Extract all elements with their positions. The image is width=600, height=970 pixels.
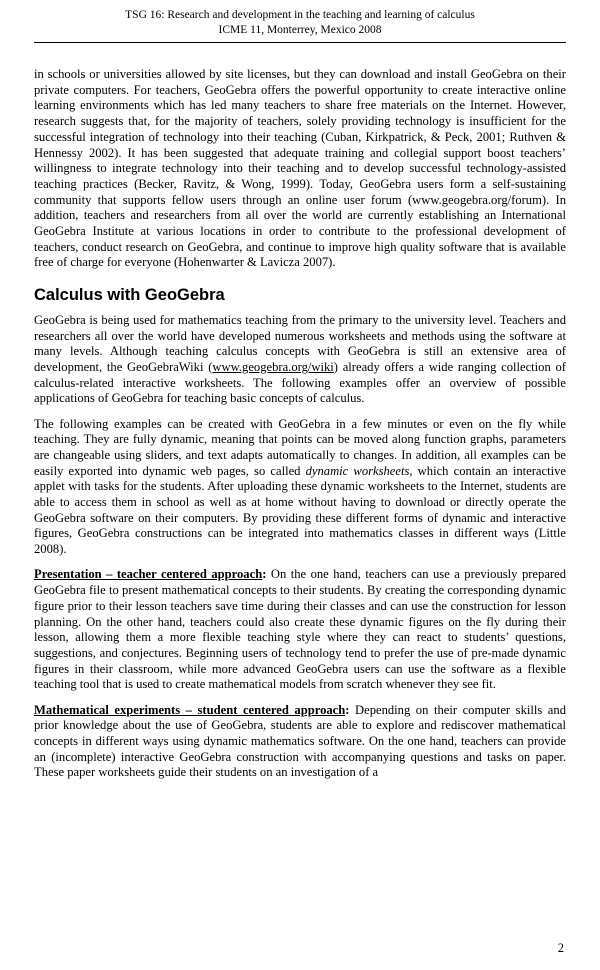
page-number: 2 [557, 941, 564, 955]
paragraph [34, 567, 566, 693]
paragraph [34, 417, 566, 558]
page-body [34, 67, 566, 781]
text-run: ) already offers a wide ranging collection of calculus-related interactive worksheets. The following examples offer an overview of possible applications of GeoGebra for teaching basic concepts of calculus. [34, 359, 566, 406]
page-header [34, 8, 566, 43]
text-run: On the one hand, teachers can use a previously prepared GeoGebra file to present mathematical concepts to their students. By creating the corresponding dynamic figure prior to their lesson teachers save time during their classes and can use the construction for lesson planning. On the other hand, teachers could also create these dynamic figures on the fly during their lesson, allowing them a more flexible teaching style where they can react to students’ questions, suggestions, and conjectures. Beginning users of technology tend to prefer the use of pre-made dynamic figures in their classroom, while more advanced GeoGebra users can use the software as a flexible teaching tool that is used to create mathematical models from scratch whenever they see fit. [34, 567, 566, 692]
text-run: Presentation – teacher centered approach [34, 567, 263, 582]
paragraph [34, 703, 566, 782]
header-subtitle: ICME 11, Monterrey, Mexico 2008 [218, 23, 382, 36]
text-run: , which contain an interactive applet with tasks for the students. After uploading these dynamic worksheets to the Internet, students are able to access them in school as well as at home without having to download or directly operate the GeoGebra software on their computers. By providing these different forms of dynamic and interactive figures, GeoGebra constructions can be integrated into mathematics classes in different ways (Little 2008). [34, 463, 566, 557]
text-run: : [345, 702, 350, 717]
text-run: GeoGebra is being used for mathematics teaching from the primary to the university level. Teachers and researchers all over the world have developed numerous worksheets and methods using the software at many levels. Although teaching calculus concepts with GeoGebra is still an extensive area of development, the GeoGebraWiki ( [34, 312, 566, 374]
text-run: dynamic worksheets [305, 463, 410, 478]
text-run: Mathematical experiments – student centered approach [34, 702, 346, 717]
text-run: in schools or universities allowed by site licenses, but they can download and install GeoGebra on their private computers. For teachers, GeoGebra offers the powerful opportunity to create interactive online learning environments which has led many teachers to share free materials on the Internet. However, research suggests that, for the majority of teachers, solely providing technology is insufficient for the successful integration of technology into their teaching (Cuban, Kirkpatrick, & Peck, 2001; Ruthven & Hennessy 2002). It has been suggested that adequate training and collegial support boost teachers’ willingness to integrate technology into their teaching and to develop successful technology-assisted teaching practices (Becker, Ravitz, & Wong, 1999). Today, GeoGebra users form a self-sustaining community that supports fellow users through an online user forum (www.geogebra.org/forum). In addition, teachers and researchers from all over the world are currently establishing an International GeoGebra Institute at various locations in order to contribute to the professional development of teachers, conduct research on GeoGebra, and continue to improve high quality software that is available free of charge for everyone (Hohenwarter & Lavicza 2007). [34, 67, 566, 270]
text-run: : [262, 567, 267, 582]
paragraph [34, 67, 566, 271]
paragraph [34, 313, 566, 407]
link[interactable]: www.geogebra.org/wiki [212, 359, 334, 374]
text-run: Depending on their computer skills and prior knowledge about the use of GeoGebra, students are able to explore and rediscover mathematical concepts in different ways using dynamic mathematics software. On the one hand, teachers can provide an (incomplete) interactive GeoGebra construction with accompanying questions and tasks on paper. These paper worksheets guide their students on an investigation of a [34, 702, 566, 780]
text-run: The following examples can be created with GeoGebra in a few minutes or even on the fly while teaching. They are fully dynamic, meaning that points can be moved along function graphs, parameters are changeable using sliders, and text adapts automatically to changes. In addition, all examples can be easily exported into dynamic web pages, so called [34, 416, 566, 478]
section-heading: Calculus with GeoGebra [34, 286, 225, 305]
header-title: TSG 16: Research and development in the teaching and learning of calculus [125, 9, 475, 21]
